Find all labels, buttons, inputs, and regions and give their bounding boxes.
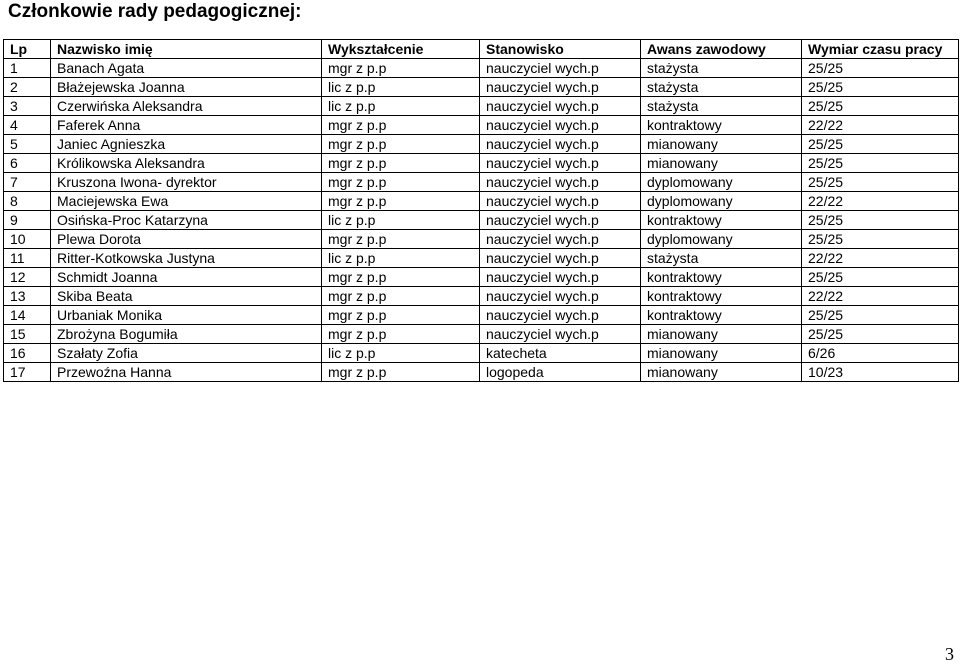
cell-name: Ritter-Kotkowska Justyna [51, 249, 322, 268]
cell-lp: 17 [4, 363, 51, 382]
header-working-time: Wymiar czasu pracy [802, 40, 959, 59]
cell-education: mgr z p.p [322, 154, 480, 173]
cell-name: Maciejewska Ewa [51, 192, 322, 211]
cell-education: mgr z p.p [322, 116, 480, 135]
cell-name: Skiba Beata [51, 287, 322, 306]
cell-name: Błażejewska Joanna [51, 78, 322, 97]
cell-working-time: 25/25 [802, 97, 959, 116]
cell-lp: 15 [4, 325, 51, 344]
cell-lp: 7 [4, 173, 51, 192]
cell-name: Banach Agata [51, 59, 322, 78]
cell-working-time: 25/25 [802, 211, 959, 230]
cell-promotion: mianowany [641, 135, 802, 154]
cell-working-time: 25/25 [802, 154, 959, 173]
cell-working-time: 22/22 [802, 116, 959, 135]
cell-position: nauczyciel wych.p [480, 154, 641, 173]
cell-position: nauczyciel wych.p [480, 116, 641, 135]
cell-promotion: mianowany [641, 363, 802, 382]
cell-working-time: 25/25 [802, 230, 959, 249]
cell-working-time: 25/25 [802, 173, 959, 192]
cell-education: mgr z p.p [322, 135, 480, 154]
cell-working-time: 22/22 [802, 287, 959, 306]
table-row [4, 363, 959, 382]
cell-name: Kruszona Iwona- dyrektor [51, 173, 322, 192]
cell-position: nauczyciel wych.p [480, 325, 641, 344]
cell-working-time: 6/26 [802, 344, 959, 363]
cell-lp: 11 [4, 249, 51, 268]
table-row [4, 135, 959, 154]
header-promotion: Awans zawodowy [641, 40, 802, 59]
cell-position: nauczyciel wych.p [480, 287, 641, 306]
cell-promotion: stażysta [641, 249, 802, 268]
cell-working-time: 10/23 [802, 363, 959, 382]
header-name: Nazwisko imię [51, 40, 322, 59]
cell-name: Janiec Agnieszka [51, 135, 322, 154]
table-body [4, 59, 959, 382]
cell-position: nauczyciel wych.p [480, 97, 641, 116]
cell-education: lic z p.p [322, 97, 480, 116]
cell-lp: 5 [4, 135, 51, 154]
cell-promotion: mianowany [641, 154, 802, 173]
cell-lp: 16 [4, 344, 51, 363]
page-title: Członkowie rady pedagogicznej: [8, 1, 302, 22]
cell-name: Schmidt Joanna [51, 268, 322, 287]
cell-promotion: dyplomowany [641, 230, 802, 249]
header-position: Stanowisko [480, 40, 641, 59]
table-row [4, 344, 959, 363]
cell-education: mgr z p.p [322, 268, 480, 287]
cell-lp: 6 [4, 154, 51, 173]
cell-lp: 8 [4, 192, 51, 211]
cell-education: lic z p.p [322, 78, 480, 97]
cell-position: nauczyciel wych.p [480, 306, 641, 325]
cell-position: nauczyciel wych.p [480, 192, 641, 211]
cell-name: Zbrożyna Bogumiła [51, 325, 322, 344]
cell-promotion: stażysta [641, 78, 802, 97]
cell-name: Osińska-Proc Katarzyna [51, 211, 322, 230]
cell-name: Czerwińska Aleksandra [51, 97, 322, 116]
cell-working-time: 22/22 [802, 192, 959, 211]
cell-lp: 1 [4, 59, 51, 78]
table-row [4, 230, 959, 249]
cell-education: mgr z p.p [322, 230, 480, 249]
table-row [4, 154, 959, 173]
table-row [4, 268, 959, 287]
cell-education: mgr z p.p [322, 192, 480, 211]
cell-promotion: stażysta [641, 59, 802, 78]
staff-table [3, 39, 959, 382]
cell-education: lic z p.p [322, 344, 480, 363]
table-row [4, 116, 959, 135]
cell-name: Przewoźna Hanna [51, 363, 322, 382]
cell-promotion: kontraktowy [641, 211, 802, 230]
cell-lp: 4 [4, 116, 51, 135]
cell-name: Plewa Dorota [51, 230, 322, 249]
cell-lp: 13 [4, 287, 51, 306]
cell-name: Królikowska Aleksandra [51, 154, 322, 173]
cell-lp: 14 [4, 306, 51, 325]
cell-promotion: dyplomowany [641, 192, 802, 211]
cell-education: lic z p.p [322, 249, 480, 268]
cell-education: mgr z p.p [322, 173, 480, 192]
cell-promotion: kontraktowy [641, 306, 802, 325]
cell-promotion: mianowany [641, 325, 802, 344]
table-row [4, 325, 959, 344]
cell-working-time: 25/25 [802, 78, 959, 97]
table-row [4, 287, 959, 306]
cell-education: mgr z p.p [322, 287, 480, 306]
table-row [4, 97, 959, 116]
table-row [4, 306, 959, 325]
page-number: 3 [945, 644, 954, 664]
cell-position: nauczyciel wych.p [480, 249, 641, 268]
cell-promotion: kontraktowy [641, 116, 802, 135]
cell-position: nauczyciel wych.p [480, 211, 641, 230]
cell-working-time: 25/25 [802, 268, 959, 287]
cell-name: Szałaty Zofia [51, 344, 322, 363]
cell-promotion: mianowany [641, 344, 802, 363]
table-header-row [4, 40, 959, 59]
table-row [4, 192, 959, 211]
cell-lp: 10 [4, 230, 51, 249]
cell-position: logopeda [480, 363, 641, 382]
cell-promotion: dyplomowany [641, 173, 802, 192]
cell-working-time: 25/25 [802, 306, 959, 325]
cell-lp: 12 [4, 268, 51, 287]
table-row [4, 59, 959, 78]
cell-working-time: 25/25 [802, 59, 959, 78]
cell-position: nauczyciel wych.p [480, 78, 641, 97]
table-row [4, 173, 959, 192]
cell-position: katecheta [480, 344, 641, 363]
cell-position: nauczyciel wych.p [480, 230, 641, 249]
cell-lp: 9 [4, 211, 51, 230]
cell-position: nauczyciel wych.p [480, 59, 641, 78]
cell-position: nauczyciel wych.p [480, 135, 641, 154]
cell-education: mgr z p.p [322, 325, 480, 344]
cell-name: Faferek Anna [51, 116, 322, 135]
cell-position: nauczyciel wych.p [480, 268, 641, 287]
cell-working-time: 22/22 [802, 249, 959, 268]
header-lp: Lp [4, 40, 51, 59]
table-row [4, 78, 959, 97]
cell-position: nauczyciel wych.p [480, 173, 641, 192]
table-row [4, 211, 959, 230]
cell-education: mgr z p.p [322, 59, 480, 78]
cell-promotion: kontraktowy [641, 287, 802, 306]
cell-lp: 3 [4, 97, 51, 116]
cell-working-time: 25/25 [802, 135, 959, 154]
cell-promotion: stażysta [641, 97, 802, 116]
cell-lp: 2 [4, 78, 51, 97]
table-row [4, 249, 959, 268]
cell-name: Urbaniak Monika [51, 306, 322, 325]
cell-working-time: 25/25 [802, 325, 959, 344]
cell-education: lic z p.p [322, 211, 480, 230]
cell-promotion: kontraktowy [641, 268, 802, 287]
cell-education: mgr z p.p [322, 363, 480, 382]
header-education: Wykształcenie [322, 40, 480, 59]
cell-education: mgr z p.p [322, 306, 480, 325]
